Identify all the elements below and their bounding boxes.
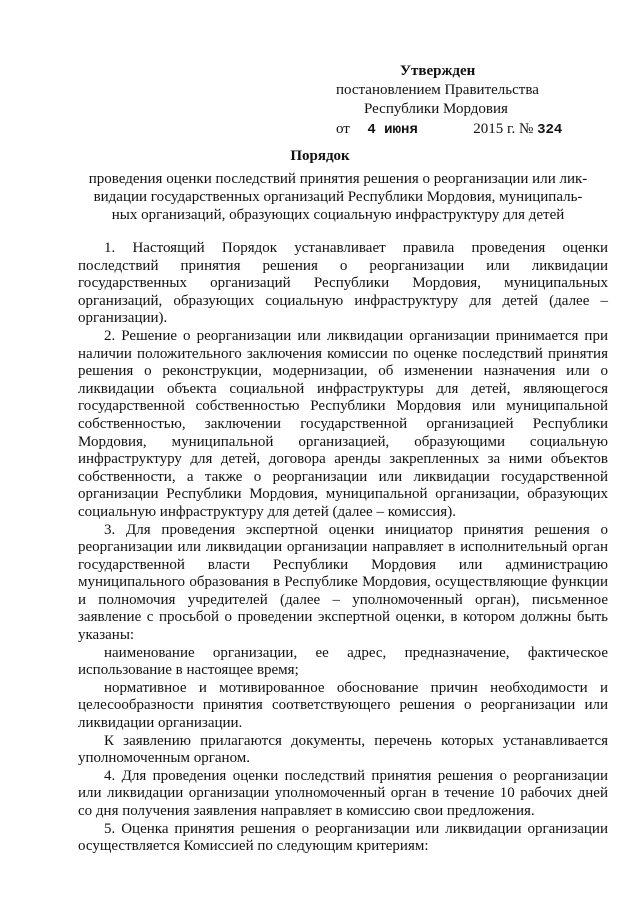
- paragraph-3-item-1: наименование организации, ее адрес, предназначение, фактическое использование в настоящее время;: [78, 644, 608, 679]
- approval-line-1: постановлением Правительства: [336, 82, 539, 98]
- paragraph-5: 5. Оценка принятия решения о реорганизации или ликвидации организации осуществляется Комиссией по следующим критериям:: [78, 820, 608, 855]
- document-body: [78, 240, 608, 856]
- document-subtitle: [62, 170, 614, 224]
- approval-date: [336, 120, 630, 140]
- subtitle-line: ных организаций, образующих социальную инфраструктуру для детей: [111, 207, 565, 223]
- date-prefix: от: [336, 121, 350, 137]
- subtitle-line: видации государственных организаций Республики Мордовия, муниципаль-: [93, 189, 583, 205]
- approval-line-2: Республики Мордовия: [364, 101, 508, 117]
- subtitle-line: проведения оценки последствий принятия решения о реорганизации или лик-: [88, 171, 588, 187]
- approval-title: Утвержден: [400, 63, 476, 79]
- document-title: Порядок: [290, 148, 350, 164]
- paragraph-3: 3. Для проведения экспертной оценки инициатор принятия решения о реорганизации или ликвидации организации направляет в исполнительный орган государственной власти Республики Мордовия или администрацию муниципального образования в Республике Мордовия, осуществляющие функции и полномочия учредителей (далее – уполномоченный орган), письменное заявление с просьбой о проведении экспертной оценки, в котором должны быть указаны:: [78, 521, 608, 644]
- approval-block: [330, 62, 630, 140]
- paragraph-attachments: К заявлению прилагаются документы, перечень которых устанавливается уполномоченным органом.: [78, 732, 608, 767]
- date-day-month: 4 июня: [367, 122, 418, 138]
- date-year: 2015 г. №: [473, 121, 534, 137]
- decree-number: 324: [537, 122, 563, 138]
- paragraph-3-item-2: нормативное и мотивированное обоснование причин необходимости и целесообразности принятия соответствующего решения о реорганизации или ликвидации организации.: [78, 679, 608, 732]
- paragraph-2: 2. Решение о реорганизации или ликвидации организации принимается при наличии положительного заключения комиссии по оценке последствий принятия решения о реконструкции, модернизации, об изменении назначения или о ликвидации объекта социальной инфраструктуры для детей, являющегося государственной собственностью Республики Мордовия или муниципальной собственностью, заключении государственной организацией Республики Мордовия, муниципальной организацией, образующими социальную инфраструктуру для детей, договора аренды закрепленных за ними объектов собственности, а также о реорганизации или ликвидации государственной организации Республики Мордовия, муниципальной организации, образующих социальную инфраструктуру для детей (далее – комиссия).: [78, 327, 608, 520]
- paragraph-4: 4. Для проведения оценки последствий принятия решения о реорганизации или ликвидации организации уполномоченный орган в течение 10 рабочих дней со дня получения заявления направляет в комиссию свои предложения.: [78, 767, 608, 819]
- paragraph-1: 1. Настоящий Порядок устанавливает правила проведения оценки последствий принятия решения о реорганизации или ликвидации государственных организаций Республики Мордовия, муниципальных организаций, образующих социальную инфраструктуру для детей (далее – организации).: [78, 240, 608, 327]
